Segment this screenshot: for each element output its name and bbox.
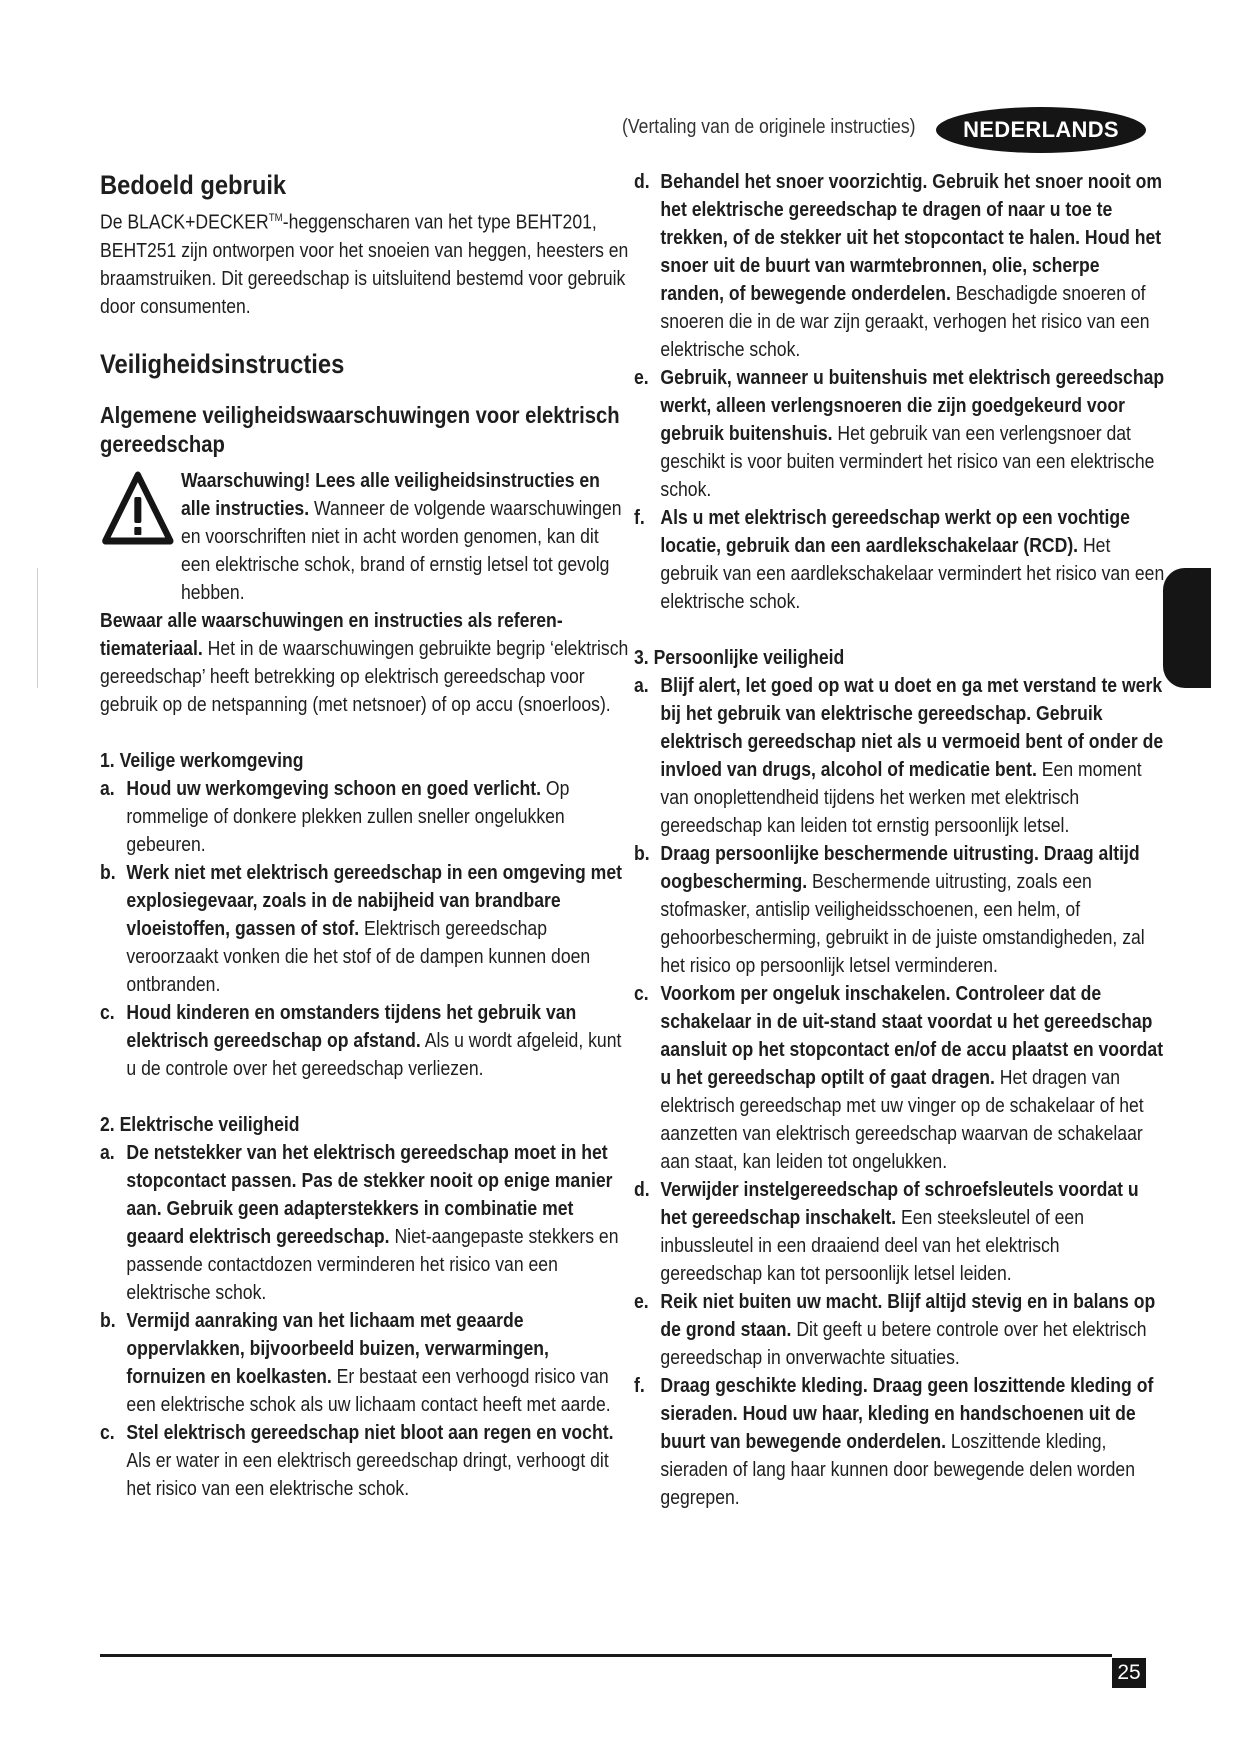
list-item: b. Vermijd aanraking van het lichaam met geaarde oppervlakken, bijvoorbeeld buizen, verwarmingen, fornuizen en koelkasten. Er bestaat een verhoogd risico van een elektrische schok als uw lichaam contact heeft met aarde.: [100, 1309, 611, 1416]
keep-instructions-text: Bewaar alle waarschuwingen en instructies als referentiemateriaal. Het in de waarschuwingen gebruikte begrip ‘elektrisch gereedschap’ heeft betrekking op elektrisch gereedschap voor gebruik op de netspanning (met netsnoer) of op accu (snoerloos).: [100, 609, 629, 716]
section-2-title: 2. Elektrische veiligheid: [100, 1113, 300, 1136]
list-item: a. Houd uw werkomgeving schoon en goed verlicht. Op rommelige of donkere plekken zullen sneller ongelukken gebeuren.: [100, 777, 570, 856]
intended-use-title: Bedoeld gebruik: [100, 170, 287, 200]
list-item: c. Voorkom per ongeluk inschakelen. Controleer dat de schakelaar in de uit-stand staat voordat u het gereedschap aansluit op het stopcontact en/of de accu plaatst en voordat u het gereedschap optilt of gaat dragen. Het dragen van elektrisch gereedschap met uw vinger op de schakelaar of het aanzetten van elektrisch gereedschap waarvan de schakelaar aan staat, kan leiden tot ongelukken.: [634, 983, 1164, 1173]
warning-triangle-icon: [102, 471, 174, 545]
intended-use-text: De BLACK+DECKER™-heggenscharen van het type BEHT201, BEHT251 zijn ontworpen voor het snoeien van heggen, heesters en braamstruiken. Dit gereedschap is uitsluitend bestemd voor gebruik door consumenten.: [100, 211, 629, 318]
list-item: d. Behandel het snoer voorzichtig. Gebruik het snoer nooit om het elektrische gereedschap te dragen of naar u toe te trekken, of de stekker uit het stopcontact te halen. Houd het snoer uit de buurt van warmtebronnen, olie, scherpe randen, of bewegende onderdelen. Beschadigde snoeren of snoeren die in de war zijn geraakt, verhogen het risico van een elektrische schok.: [634, 171, 1163, 361]
safety-title: Veiligheidsinstructies: [100, 348, 345, 379]
right-column: [634, 168, 1166, 1512]
list-item: d. Verwijder instelgereedschap of schroefsleutels voordat u het gereedschap inschakelt. Een steeksleutel of een inbussleutel in een draaiend deel van het elektrisch gereedschap kan tot persoonlijk letsel leiden.: [634, 1179, 1139, 1285]
list-item: c. Stel elektrisch gereedschap niet bloot aan regen en vocht. Als er water in een elektrisch gereedschap dringt, verhoogt dit het risico van een elektrische schok.: [100, 1421, 614, 1500]
list-item: b. Draag persoonlijke beschermende uitrusting. Draag altijd oogbescherming. Beschermende uitrusting, zoals een stofmasker, antislip veiligheidsschoenen, een helm, of gehoorbescherming, gebruikt in de juiste omstandigheden, zal het risico op persoonlijk letsel verminderen.: [634, 843, 1145, 977]
trademark-sup: TM: [268, 212, 283, 224]
left-column: [100, 168, 630, 1503]
margin-rule: [37, 568, 38, 688]
section-1-title: 1. Veilige werkomgeving: [100, 749, 304, 772]
general-warnings-title: Algemene veiligheidswaarschuwingen voor elektrisch gereedschap: [100, 401, 620, 457]
list-item: c. Houd kinderen en omstanders tijdens het gebruik van elektrisch gereedschap op afstand. Als u wordt afgeleid, kunt u de controle over het gereedschap verliezen.: [100, 1001, 622, 1080]
warning-block: [100, 467, 630, 607]
list-item: e. Reik niet buiten uw macht. Blijf altijd stevig en in balans op de grond staan. Dit geeft u betere controle over het elektrisch gereedschap in onverwachte situaties.: [634, 1291, 1156, 1369]
page-number: 25: [1112, 1658, 1146, 1688]
section-3-title: 3. Persoonlijke veiligheid: [634, 647, 845, 669]
footer-rule: [100, 1654, 1112, 1657]
translation-note: (Vertaling van de originele instructies): [622, 116, 916, 138]
warning-text: Waarschuwing! Lees alle veiligheidsinstructies en alle instructies. Wanneer de volgende waarschuwingen en voorschriften niet in acht worden genomen, kan dit een elektrische schok, brand of ernstig letsel tot gevolg hebben.: [180, 469, 622, 604]
list-item: a. De netstekker van het elektrisch gereedschap moet in het stopcontact passen. Pas de stekker nooit op enige manier aan. Gebruik geen adapterstekkers in combinatie met geaard elektrisch gereedschap. Niet-aangepaste stekkers en passende contactdozen verminderen het risico van een elektrische schok.: [100, 1141, 619, 1304]
list-item: f. Als u met elektrisch gereedschap werkt op een vochtige locatie, gebruik dan een aardlekschakelaar (RCD). Het gebruik van een aardlekschakelaar vermindert het risico van een elektrische schok.: [634, 507, 1165, 613]
list-item: b. Werk niet met elektrisch gereedschap in een omgeving met explosiegevaar, zoals in de nabijheid van brandbare vloeistoffen, gassen of stof. Elektrisch gereedschap veroorzaakt vonken die het stof of de dampen kunnen doen ontbranden.: [100, 861, 622, 996]
list-item: a. Blijf alert, let goed op wat u doet en ga met verstand te werk bij het gebruik van elektrische gereedschap. Gebruik elektrisch gereedschap niet als u vermoeid bent of onder de invloed van drugs, alcohol of medicatie bent. Een moment van onoplettendheid tijdens het werken met elektrisch gereedschap kan leiden tot ernstig persoonlijk letsel.: [634, 675, 1164, 837]
list-item: f. Draag geschikte kleding. Draag geen loszittende kleding of sieraden. Houd uw haar, kleding en handschoenen uit de buurt van bewegende onderdelen. Loszittende kleding, sieraden of lang haar kunnen door bewegende delen worden gegrepen.: [634, 1375, 1154, 1509]
language-side-tab: [1163, 568, 1211, 688]
language-badge: NEDERLANDS: [936, 107, 1146, 153]
list-item: e. Gebruik, wanneer u buitenshuis met elektrisch gereedschap werkt, alleen verlengsnoeren die zijn goedgekeurd voor gebruik buitenshuis. Het gebruik van een verlengsnoer dat geschikt is voor buiten vermindert het risico van een elektrische schok.: [634, 367, 1165, 501]
